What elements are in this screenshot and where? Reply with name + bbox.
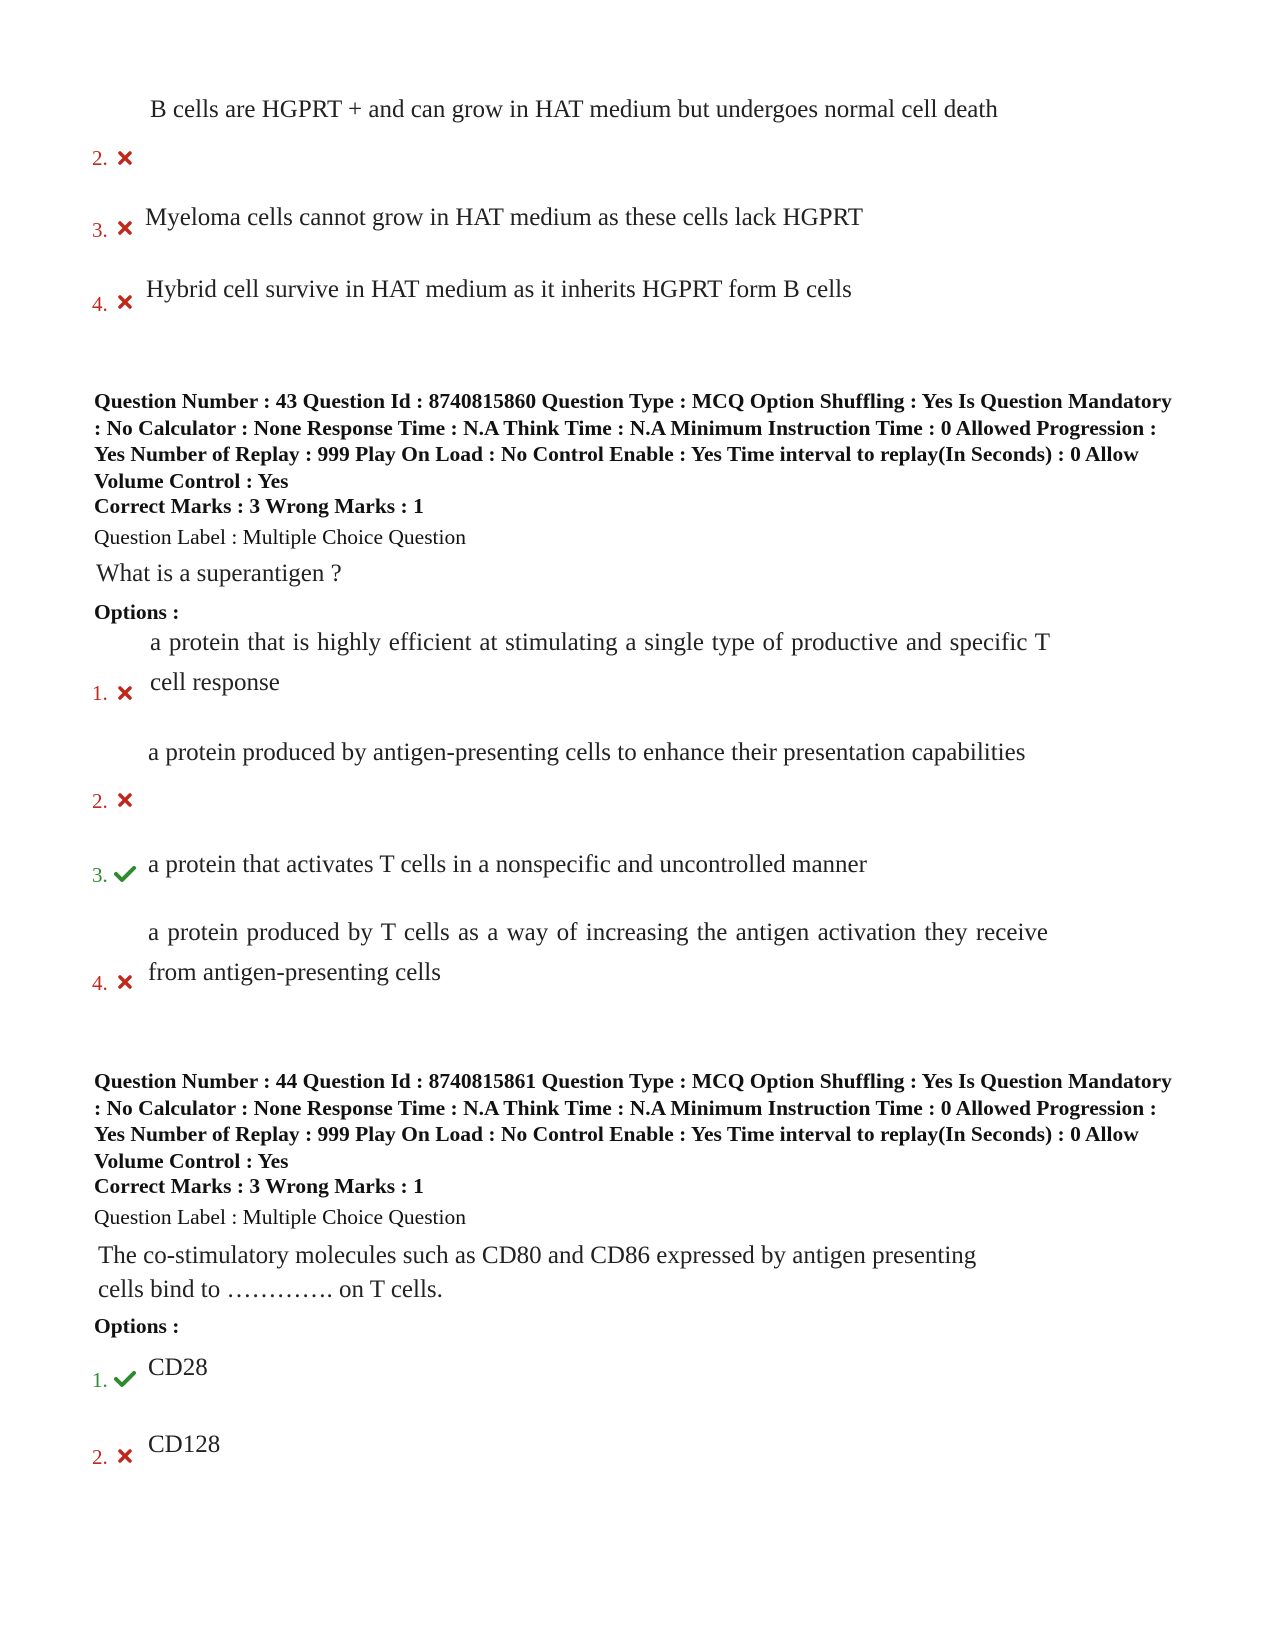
option-item xyxy=(0,845,1275,895)
cross-icon xyxy=(117,974,133,990)
option-item xyxy=(0,270,1275,320)
option-number: 4. xyxy=(92,292,108,316)
question-text-line-2: cells bind to …………. on T cells. xyxy=(98,1276,443,1303)
option-number: 3. xyxy=(92,863,108,887)
option-item xyxy=(0,198,1275,248)
question-meta: Question Number : 43 Question Id : 8740815860 Question Type : MCQ Option Shuffling : Yes Is Question Mandatory : No Calculator : None Response Time : N.A Think Time : N.A Minimum Instruction Time : 0 Allowed Progression : Yes Number of Replay : 999 Play On Load : No Control Enable : Yes Time interval to replay(In Seconds) : 0 Allow Volume Control : Yes xyxy=(94,389,1172,493)
option-text: Hybrid cell survive in HAT medium as it inherits HGPRT form B cells xyxy=(146,276,852,303)
options-heading: Options : xyxy=(94,1314,180,1338)
check-icon xyxy=(114,865,136,883)
option-item xyxy=(0,733,1275,823)
option-text: B cells are HGPRT + and can grow in HAT medium but undergoes normal cell death xyxy=(150,96,998,123)
question-meta: Question Number : 44 Question Id : 8740815861 Question Type : MCQ Option Shuffling : Yes Is Question Mandatory : No Calculator : None Response Time : N.A Think Time : N.A Minimum Instruction Time : 0 Allowed Progression : Yes Number of Replay : 999 Play On Load : No Control Enable : Yes Time interval to replay(In Seconds) : 0 Allow Volume Control : Yes xyxy=(94,1069,1172,1173)
option-text: Myeloma cells cannot grow in HAT medium as these cells lack HGPRT xyxy=(145,204,864,231)
option-number: 2. xyxy=(92,789,108,813)
question-text: What is a superantigen ? xyxy=(96,560,342,587)
option-item xyxy=(0,88,1275,178)
option-text: a protein that activates T cells in a nonspecific and uncontrolled manner xyxy=(148,851,867,878)
option-number: 1. xyxy=(92,681,108,705)
cross-icon xyxy=(117,792,133,808)
question-label: Question Label : Multiple Choice Question xyxy=(94,1205,467,1229)
option-text: CD28 xyxy=(148,1354,208,1381)
check-icon xyxy=(114,1370,136,1388)
cross-icon xyxy=(117,294,133,310)
option-number: 1. xyxy=(92,1368,108,1392)
option-item xyxy=(0,623,1275,713)
cross-icon xyxy=(117,685,133,701)
cross-icon xyxy=(117,150,133,166)
option-text: a protein produced by T cells as a way of increasing the antigen activation they receive from antigen-presenting cells xyxy=(148,919,1048,986)
question-text-line-1: The co-stimulatory molecules such as CD80 and CD86 expressed by antigen presenting xyxy=(98,1242,977,1269)
option-item xyxy=(0,913,1275,1003)
option-number: 4. xyxy=(92,971,108,995)
option-number: 3. xyxy=(92,218,108,242)
option-text: a protein produced by antigen-presenting cells to enhance their presentation capabilities xyxy=(148,739,1026,766)
option-item xyxy=(0,1348,1275,1398)
cross-icon xyxy=(117,220,133,236)
question-marks: Correct Marks : 3 Wrong Marks : 1 xyxy=(94,494,424,518)
options-heading: Options : xyxy=(94,600,180,624)
option-text: CD128 xyxy=(148,1431,221,1458)
question-marks: Correct Marks : 3 Wrong Marks : 1 xyxy=(94,1174,424,1198)
option-item xyxy=(0,1425,1275,1475)
cross-icon xyxy=(117,1448,133,1464)
option-text: a protein that is highly efficient at stimulating a single type of productive and specific T cell response xyxy=(150,629,1050,696)
option-number: 2. xyxy=(92,1445,108,1469)
question-label: Question Label : Multiple Choice Question xyxy=(94,525,467,549)
option-number: 2. xyxy=(92,146,108,170)
